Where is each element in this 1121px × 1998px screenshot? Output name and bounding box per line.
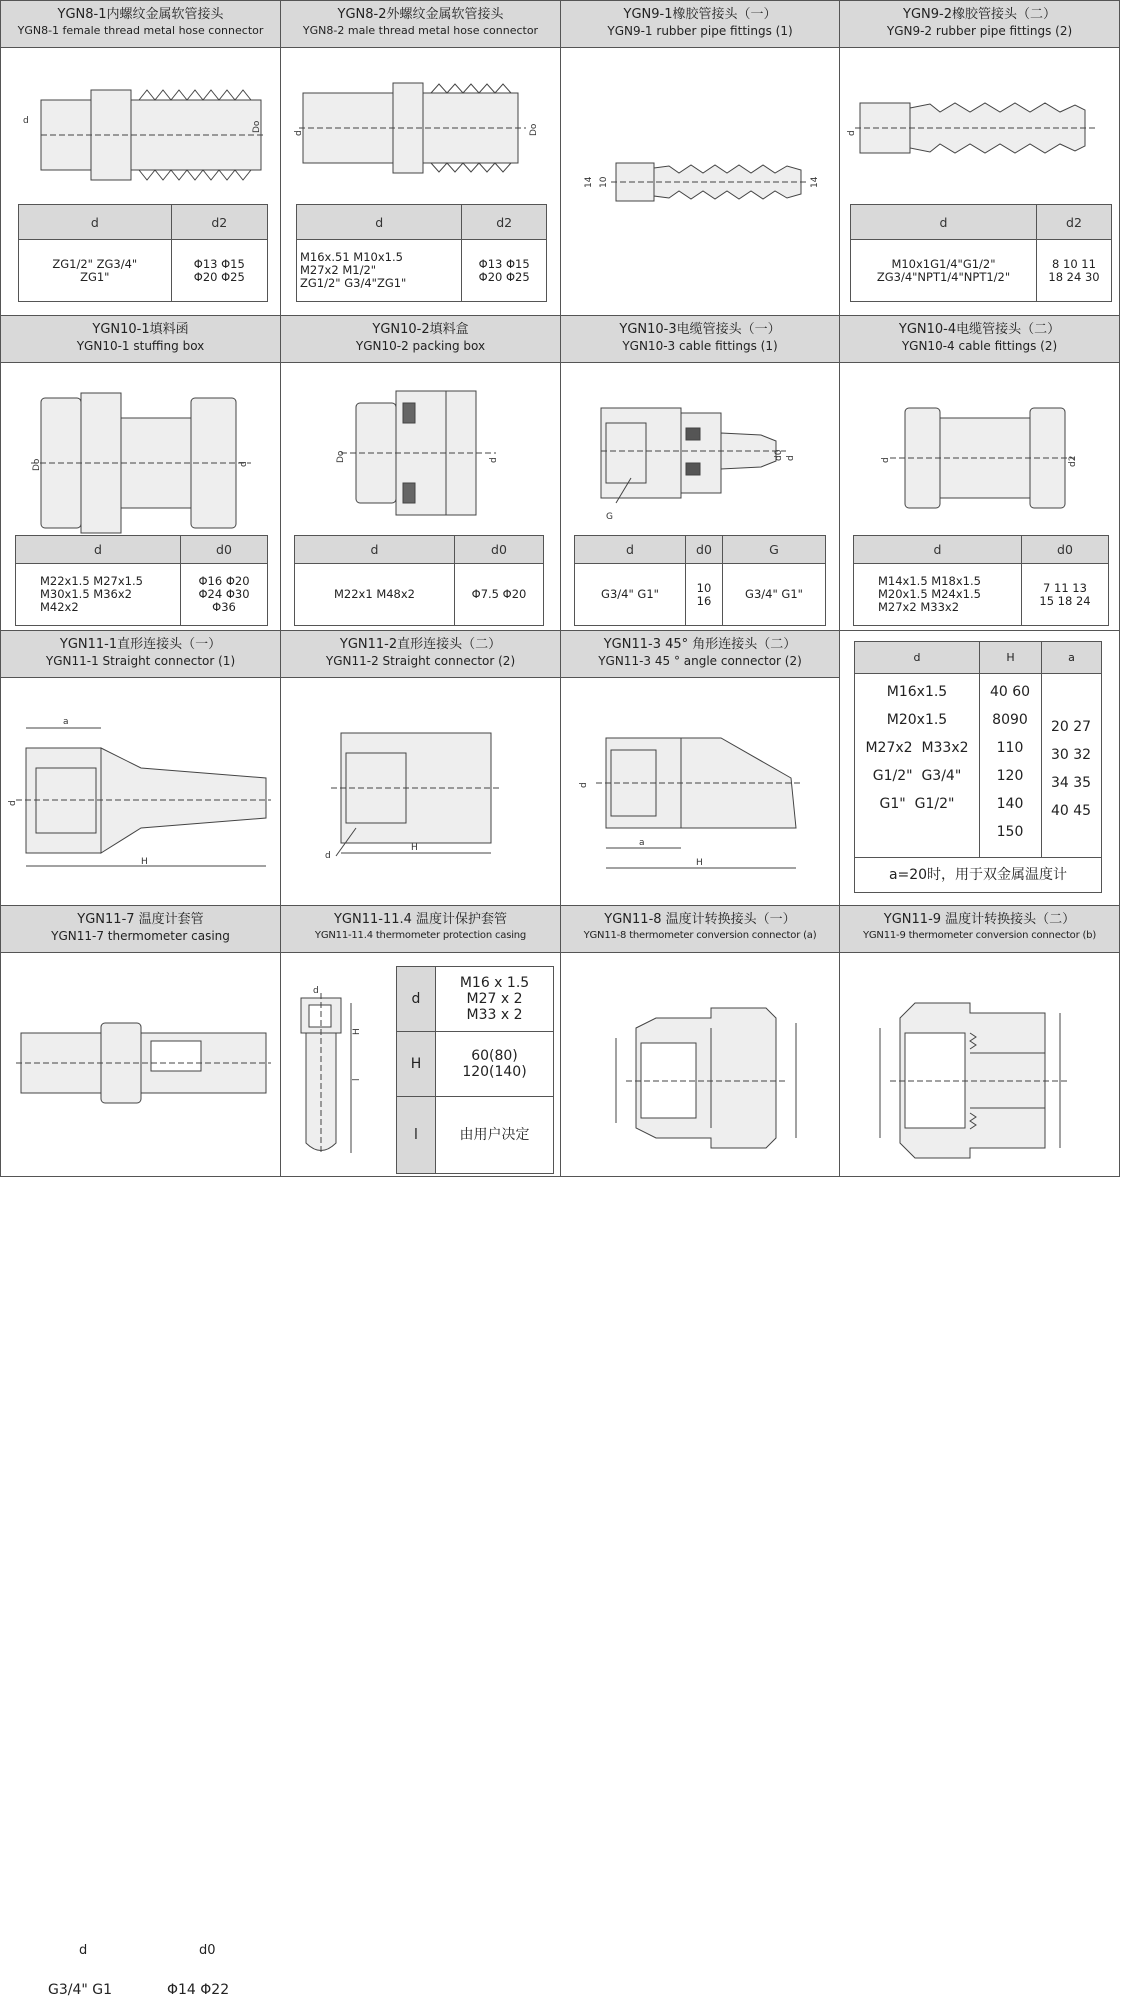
header-en: YGN9-1 rubber pipe fittings (1)	[607, 24, 793, 38]
cell-ygn10-4	[839, 315, 1120, 631]
cell-header	[281, 1, 560, 48]
val-d: M22x1 M48x2	[295, 564, 455, 626]
cell-ygn8-2	[280, 0, 561, 316]
cell-ygn10-3	[560, 315, 840, 631]
dim-d: d	[325, 851, 331, 861]
label-d0: d0	[199, 1943, 216, 1958]
dim-a: a	[639, 838, 645, 848]
col-h: H	[979, 642, 1041, 674]
spec-table-ygn8-1	[18, 204, 268, 302]
val-h: 60(80) 120(140)	[436, 1031, 554, 1096]
dim-14-right: 14	[810, 176, 820, 188]
val-d2: 8 10 11 18 24 30	[1037, 240, 1112, 302]
spec-table-ygn9-2	[850, 204, 1112, 302]
spec-table-ygn10-3	[574, 535, 826, 626]
header-en: YGN11-3 45 ° angle connector (2)	[598, 654, 802, 668]
col-d0: d0	[1022, 536, 1109, 564]
col-d: d	[854, 536, 1022, 564]
drawing-ygn11-3	[561, 678, 841, 907]
col-d: d	[295, 536, 455, 564]
col-d2: d2	[462, 205, 547, 240]
header-en: YGN10-3 cable fittings (1)	[622, 339, 778, 353]
val-d: M16 x 1.5 M27 x 2 M33 x 2	[436, 967, 554, 1032]
cell-header	[840, 316, 1119, 363]
cell-header	[1, 1, 280, 48]
header-cn: YGN8-1内螺纹金属软管接头	[57, 7, 224, 22]
dim-d: d	[579, 782, 589, 788]
dim-l: l	[352, 1078, 362, 1081]
dim-h: H	[141, 857, 148, 867]
dim-d: d	[23, 116, 29, 126]
dim-h: H	[352, 1028, 362, 1035]
header-cn: YGN9-2橡胶管接头（二）	[903, 7, 1056, 22]
val-d: M16x.51 M10x1.5 M27x2 M1/2" ZG1/2" G3/4"ZG1"	[297, 240, 462, 302]
label-g34: G3/4" G1	[48, 1982, 113, 1998]
dim-do: Do	[32, 458, 42, 471]
val-d0: Φ7.5 Φ20	[455, 564, 544, 626]
col-g: G	[723, 536, 826, 564]
drawing-ygn9-2	[840, 48, 1121, 208]
cell-ygn10-1	[0, 315, 281, 631]
dim-d0: d0	[774, 449, 784, 461]
header-cn: YGN10-1填料函	[92, 322, 189, 337]
drawing-ygn10-1	[1, 363, 282, 533]
cell-header	[561, 316, 839, 363]
cell-ygn11-2	[280, 630, 561, 906]
cell-ygn9-2	[839, 0, 1120, 316]
label-d: d	[79, 1943, 88, 1958]
header-cn: YGN8-2外螺纹金属软管接头	[337, 7, 504, 22]
dim-14-left: 14	[584, 176, 594, 188]
label-h: H	[397, 1031, 436, 1096]
col-d: d	[855, 642, 979, 674]
drawing-ygn8-2	[281, 48, 562, 208]
col-d2: d2	[171, 205, 267, 240]
cell-ygn10-2	[280, 315, 561, 631]
val-d: ZG1/2" ZG3/4" ZG1"	[19, 240, 172, 302]
cell-header	[840, 906, 1119, 953]
header-cn: YGN9-1橡胶管接头（一）	[623, 7, 777, 22]
cell-header	[840, 1, 1119, 48]
header-cn: YGN10-4电缆管接头（二）	[898, 322, 1061, 337]
col-d2: d2	[1037, 205, 1112, 240]
cell-ygn11-3	[560, 630, 840, 906]
spec-table-ygn10-2	[294, 535, 544, 626]
header-cn: YGN11-1直形连接头（一）	[59, 637, 222, 652]
col-a: a	[1041, 642, 1101, 674]
drawing-ygn10-3	[561, 363, 841, 533]
drawing-ygn10-2	[281, 363, 562, 533]
header-en: YGN11-9 thermometer conversion connector (b)	[862, 930, 1097, 941]
cell-ygn11-9	[839, 905, 1120, 1177]
spec-table-ygn8-2	[296, 204, 547, 302]
header-en: YGN8-1 female thread metal hose connector	[17, 24, 264, 37]
header-en: YGN10-1 stuffing box	[76, 339, 205, 353]
col-d0: d0	[181, 536, 268, 564]
col-d0: d0	[686, 536, 723, 564]
dim-d: d	[313, 986, 319, 996]
col-d: d	[16, 536, 181, 564]
cell-ygn8-1	[0, 0, 281, 316]
val-l: 由用户决定	[436, 1096, 554, 1173]
header-cn: YGN11-9 温度计转换接头（二）	[883, 912, 1076, 927]
dim-d: d	[8, 800, 18, 806]
dim-d: d	[294, 130, 304, 136]
dimension-table-ygn11	[854, 641, 1102, 893]
values-a: 20 27 30 32 34 35 40 45	[1050, 719, 1092, 819]
spec-table-ygn10-4	[853, 535, 1109, 626]
table-note: a=20时，用于双金属温度计	[855, 857, 1101, 892]
val-d2: Φ13 Φ15 Φ20 Φ25	[462, 240, 547, 302]
header-cn: YGN10-3电缆管接头（一）	[619, 322, 781, 337]
drawing-ygn11-1	[1, 678, 282, 907]
spec-table-ygn10-1	[15, 535, 268, 626]
cell-header	[561, 906, 839, 953]
val-d0: 10 16	[686, 564, 723, 626]
col-d0: d0	[455, 536, 544, 564]
header-en: YGN11-2 Straight connector (2)	[325, 654, 516, 668]
drawing-ygn11-2	[281, 678, 562, 907]
label-phi: Φ14 Φ22	[167, 1982, 230, 1998]
cell-header	[281, 906, 560, 953]
header-en: YGN9-2 rubber pipe fittings (2)	[886, 24, 1073, 38]
cell-header	[1, 631, 280, 678]
header-cn: YGN11-3 45° 角形连接头（二）	[603, 637, 797, 652]
val-g: G3/4" G1"	[723, 564, 826, 626]
val-d0: Φ16 Φ20 Φ24 Φ30 Φ36	[181, 564, 268, 626]
col-d: d	[19, 205, 172, 240]
cell-ygn11-8	[560, 905, 840, 1177]
drawing-ygn10-4	[840, 363, 1121, 533]
cell-header	[281, 631, 560, 678]
header-cn: YGN10-2填料盒	[372, 322, 469, 337]
dim-d: d	[489, 457, 499, 463]
val-d0: 7 11 13 15 18 24	[1022, 564, 1109, 626]
dim-d: d	[847, 130, 857, 136]
cell-ygn11-11-4	[280, 905, 561, 1177]
val-d: M14x1.5 M18x1.5 M20x1.5 M24x1.5 M27x2 M33x2	[854, 564, 1022, 626]
dim-do: Do	[529, 123, 539, 136]
spec-table-ygn11-11-4	[396, 966, 554, 1174]
val-d: G3/4" G1"	[575, 564, 686, 626]
dim-d: d	[239, 461, 249, 467]
cell-ygn11-1	[0, 630, 281, 906]
header-cn: YGN11-11.4 温度计保护套管	[333, 912, 508, 927]
col-d: d	[851, 205, 1037, 240]
values-h: 40 60 8090 110 120 140 150	[989, 684, 1031, 840]
header-en: YGN10-4 cable fittings (2)	[901, 339, 1058, 353]
dim-do: Do	[336, 450, 346, 463]
header-cn: YGN11-8 温度计转换接头（一）	[604, 912, 796, 927]
label-l: l	[397, 1096, 436, 1173]
header-cn: YGN11-7 温度计套管	[77, 912, 204, 927]
dim-h: H	[411, 843, 418, 853]
dim-do: Do	[252, 120, 262, 133]
header-en: YGN10-2 packing box	[355, 339, 486, 353]
header-cn: YGN11-2直形连接头（二）	[339, 637, 502, 652]
drawing-ygn11-11-4	[281, 953, 396, 1178]
cell-header	[281, 316, 560, 363]
dim-d: d	[881, 457, 891, 463]
cell-ygn9-1	[560, 0, 840, 316]
col-d: d	[575, 536, 686, 564]
dim-h: H	[696, 858, 703, 868]
drawing-ygn11-7	[1, 953, 282, 1178]
val-d2: Φ13 Φ15 Φ20 Φ25	[171, 240, 267, 302]
header-en: YGN11-7 thermometer casing	[51, 929, 230, 943]
header-en: YGN11-11.4 thermometer protection casing	[314, 930, 527, 941]
header-en: YGN11-8 thermometer conversion connector (a)	[583, 930, 817, 941]
cell-header	[1, 906, 280, 953]
drawing-ygn9-1	[561, 48, 841, 316]
dim-g: G	[606, 512, 613, 522]
dim-a: a	[63, 717, 69, 727]
val-d: M22x1.5 M27x1.5 M30x1.5 M36x2 M42x2	[16, 564, 181, 626]
cell-header	[561, 1, 839, 48]
cell-ygn11-7	[0, 905, 281, 1998]
cell-header	[1, 316, 280, 363]
dim-d: d	[786, 455, 796, 461]
dim-10: 10	[599, 176, 609, 188]
cell-header	[561, 631, 839, 678]
col-d: d	[297, 205, 462, 240]
dim-d2: d2	[1068, 455, 1078, 467]
header-en: YGN11-1 Straight connector (1)	[45, 654, 236, 668]
header-en: YGN8-2 male thread metal hose connector	[302, 24, 539, 37]
drawing-ygn11-8	[561, 953, 841, 1178]
val-d: M10x1G1/4"G1/2" ZG3/4"NPT1/4"NPT1/2"	[851, 240, 1037, 302]
drawing-ygn8-1	[1, 48, 282, 208]
label-d: d	[397, 967, 436, 1032]
drawing-ygn11-9	[840, 953, 1121, 1178]
values-d: M16x1.5 M20x1.5 M27x2 M33x2 G1/2" G3/4" G1" G1/2"	[865, 684, 969, 812]
